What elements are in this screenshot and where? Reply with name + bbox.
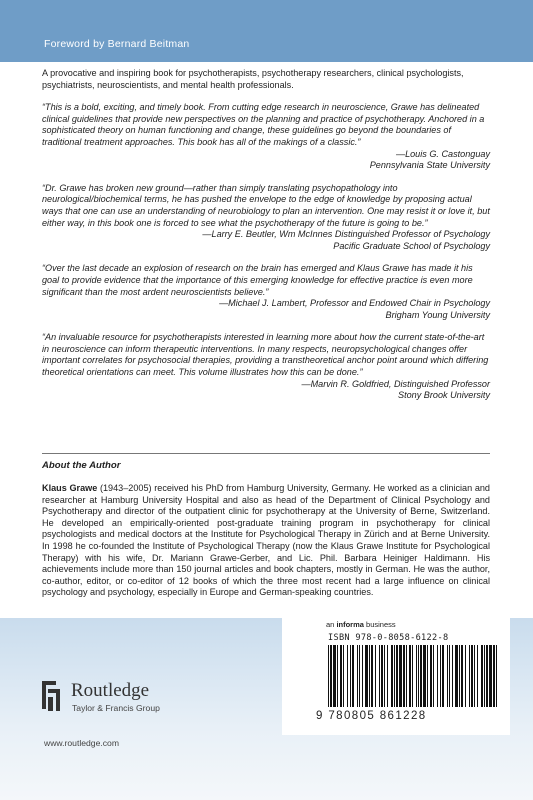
foreword-credit: Foreword by Bernard Beitman [44,38,190,50]
isbn-text: ISBN 978-0-8058-6122-8 [328,633,449,643]
barcode-bar [493,645,495,707]
barcode-bar [481,645,483,707]
barcode-bar [449,645,450,707]
barcode-bar [379,645,380,707]
barcode-bar [396,645,398,707]
quote-2-author: —Larry E. Beutler, Wm McInnes Distinguished Professor of Psychology [202,229,490,240]
barcode-bar [455,645,458,707]
quote-4-affiliation: Stony Brook University [398,390,490,401]
informa-business-label [326,620,396,629]
barcode-bar [469,645,470,707]
barcode-bar [406,645,407,707]
quote-2: “Dr. Grawe has broken new ground—rather than simply translating psychopathology into neurological/biochemical terms, he has pushed the envelope to the edge of knowledge by proposing actual ways that one can use an understanding of neurobiology to plan an intervention. One may resist it or love it, but either way, in this book one is forced to see what the psychotherapy of the future is going to be.” [42,182,490,228]
barcode-bar [447,645,448,707]
intro-paragraph: A provocative and inspiring book for psychotherapists, psychotherapy researchers, clinical psychologists, psychiatrists, neuroscientists, and mental health professionals. [42,68,464,90]
publisher-group: Taylor & Francis Group [72,703,160,713]
barcode-bar [399,645,402,707]
barcode-bar [484,645,485,707]
barcode-bar [433,645,434,707]
barcode-bar [347,645,348,707]
barcode-bar [343,645,344,707]
quote-2-affiliation: Pacific Graduate School of Psychology [333,240,490,251]
barcode-bar [471,645,473,707]
barcode-bar [486,645,488,707]
barcode-bar [384,645,385,707]
barcode-bar [430,645,432,707]
barcode-bar [365,645,368,707]
publisher-url[interactable]: www.routledge.com [44,738,119,748]
barcode-bar [359,645,360,707]
publisher-name: Routledge [71,680,150,701]
barcode-number: 9 780805 861228 [316,710,427,722]
barcode-bar [442,645,444,707]
quote-3: “Over the last decade an explosion of research on the brain has emerged and Klaus Grawe has made it his goal to provide evidence that the importance of this emerging knowledge for effective practice is even more significant than the most ardent neuroscientists believe.” [42,263,473,297]
quote-4: “An invaluable resource for psychotherapists interested in learning more about how the current state-of-the-art in neuroscience can inform therapeutic interventions. In many respects, neuropsychological changes offer important correlates for psychosocial therapies, providing a transtheoretical anchor point around which differing theoretical orientations can meet. This volume illustrates how this can be done.” [42,332,489,378]
quote-1-attribution [42,149,490,172]
barcode-bar [418,645,419,707]
barcode-bar [394,645,395,707]
barcode-bar [337,645,338,707]
quote-1-affiliation: Pennsylvania State University [369,160,490,171]
barcode-bar [391,645,393,707]
about-author-paragraph [42,483,490,599]
barcode-bar [423,645,426,707]
barcode-bar [477,645,478,707]
barcode-bar [350,645,351,707]
top-color-band [0,0,533,62]
barcode-bar [328,645,329,707]
author-bio: (1943–2005) received his PhD from Hamburg University, Germany. He worked as a clinician and researcher at Hamburg University Hospital and also as head of the Department of Clinical Psychology and Psychotherapy and director of the outpatient clinic for psychotherapy at the University of Berne, Switzerland. He developed an empirically-oriented post-graduate training program in psychotherapy for clinical psychologists and medical doctors at the Institute for Psychological Therapy in Zürich and at Berne University. In 1998 he co-founded the Institute of Psychological Therapy (now the Klaus Grawe Institute for Psychological Therapy) with his wife, Dr. Mariann Grawe-Gerber, and Lic. Phil. Barbara Heiniger Haldimann. His achievements include more than 150 journal articles and book chapters, mostly in German. He was the author, co-author, editor, or co-editor of 12 books of which the three most recent had a large influence on clinical psychology and psychology, especially in Europe and German-speaking countries. [42,483,490,598]
barcode-bar [461,645,463,707]
about-author-heading: About the Author [42,460,121,471]
barcode-bar [387,645,388,707]
barcode-bar [416,645,417,707]
barcode-bar [465,645,466,707]
barcode-bar [412,645,413,707]
quote-3-affiliation: Brigham Young University [385,309,490,320]
quote-3-author: —Michael J. Lambert, Professor and Endowed Chair in Psychology [219,298,490,309]
barcode-graphic [326,645,502,709]
barcode-bar [427,645,428,707]
quote-1-author: —Louis G. Castonguay [395,148,490,159]
barcode-bar [474,645,475,707]
back-cover-text [42,68,490,413]
barcode-bar [420,645,422,707]
barcode-bar [440,645,441,707]
barcode-bar [409,645,411,707]
barcode-bar [330,645,332,707]
barcode-bar [496,645,497,707]
barcode-bar [340,645,342,707]
informa-suffix: business [366,620,396,629]
barcode-bar [371,645,373,707]
informa-prefix: an [326,620,335,629]
barcode-bar [352,645,354,707]
barcode-bar [489,645,492,707]
barcode-bar [437,645,438,707]
routledge-logo-icon [40,677,62,713]
barcode-bar [403,645,405,707]
barcode-bar [333,645,336,707]
barcode-bar [362,645,363,707]
quote-3-attribution [42,298,490,321]
quote-1: “This is a bold, exciting, and timely book. From cutting edge research in neuroscience, Grawe has delineated clinical guidelines that provide new perspectives on the planning and practice of psychotherapy. Anchored in a sophisticated theory on human functioning and change, these guidelines go beyond the boundaries of traditional treatment approaches. This book has all of the makings of a classic.” [42,102,485,147]
barcode-bar [459,645,460,707]
section-divider [42,453,490,454]
barcode-bar [369,645,370,707]
author-name: Klaus Grawe [42,483,98,494]
quote-2-attribution [42,229,490,252]
informa-brand: informa [336,620,364,629]
barcode-bar [375,645,376,707]
quote-4-author: —Marvin R. Goldfried, Distinguished Professor [301,378,490,389]
barcode-bar [357,645,358,707]
quote-4-attribution [42,379,490,402]
barcode-bar [452,645,453,707]
barcode-bar [381,645,383,707]
